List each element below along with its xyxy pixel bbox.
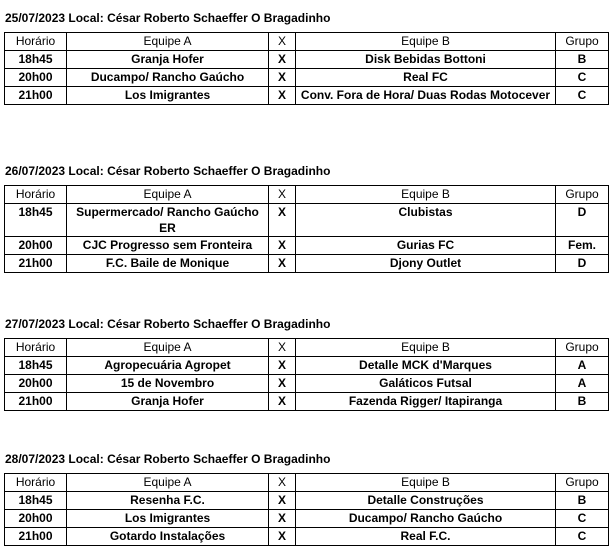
header-x: X <box>269 474 296 492</box>
cell-horario: 21h00 <box>5 87 67 105</box>
header-equipe-b: Equipe B <box>296 474 556 492</box>
header-equipe-b: Equipe B <box>296 339 556 357</box>
cell-x: X <box>269 492 296 510</box>
cell-equipe-a: Resenha F.C. <box>67 492 269 510</box>
cell-x: X <box>269 69 296 87</box>
header-equipe-a: Equipe A <box>67 339 269 357</box>
header-equipe-a: Equipe A <box>67 186 269 204</box>
section-title: 26/07/2023 Local: César Roberto Schaeffer O Bragadinho <box>5 164 331 178</box>
cell-equipe-a: Granja Hofer <box>67 51 269 69</box>
table-row <box>5 357 609 375</box>
cell-equipe-b: Gurias FC <box>296 237 556 255</box>
schedule-table <box>4 32 609 105</box>
cell-equipe-b: Fazenda Rigger/ Itapiranga <box>296 393 556 411</box>
cell-equipe-a: CJC Progresso sem Fronteira <box>67 237 269 255</box>
cell-grupo: D <box>556 255 609 273</box>
cell-x: X <box>269 51 296 69</box>
header-row <box>5 339 609 357</box>
header-equipe-b: Equipe B <box>296 186 556 204</box>
cell-horario: 18h45 <box>5 204 67 237</box>
cell-horario: 18h45 <box>5 51 67 69</box>
cell-equipe-b: Conv. Fora de Hora/ Duas Rodas Motocever <box>296 87 556 105</box>
cell-equipe-a: 15 de Novembro <box>67 375 269 393</box>
cell-equipe-b: Djony Outlet <box>296 255 556 273</box>
header-grupo: Grupo <box>556 474 609 492</box>
header-row <box>5 186 609 204</box>
header-grupo: Grupo <box>556 33 609 51</box>
schedule-table <box>4 473 609 546</box>
table-row <box>5 393 609 411</box>
cell-x: X <box>269 255 296 273</box>
cell-grupo: C <box>556 510 609 528</box>
cell-grupo: D <box>556 204 609 237</box>
header-grupo: Grupo <box>556 339 609 357</box>
cell-x: X <box>269 204 296 237</box>
cell-equipe-a: Agropecuária Agropet <box>67 357 269 375</box>
section-title: 28/07/2023 Local: César Roberto Schaeffer O Bragadinho <box>5 452 331 466</box>
cell-horario: 20h00 <box>5 375 67 393</box>
header-horario: Horário <box>5 339 67 357</box>
header-row <box>5 33 609 51</box>
cell-equipe-b: Real FC <box>296 69 556 87</box>
header-row <box>5 474 609 492</box>
cell-horario: 21h00 <box>5 255 67 273</box>
header-equipe-a: Equipe A <box>67 474 269 492</box>
table-row <box>5 492 609 510</box>
cell-x: X <box>269 375 296 393</box>
cell-equipe-a: Granja Hofer <box>67 393 269 411</box>
cell-equipe-b: Real F.C. <box>296 528 556 546</box>
cell-grupo: C <box>556 87 609 105</box>
cell-equipe-a: Los Imigrantes <box>67 510 269 528</box>
cell-grupo: A <box>556 357 609 375</box>
cell-x: X <box>269 528 296 546</box>
schedule-table <box>4 185 609 273</box>
section-title: 25/07/2023 Local: César Roberto Schaeffer O Bragadinho <box>5 11 331 25</box>
table-row <box>5 255 609 273</box>
cell-equipe-b: Disk Bebidas Bottoni <box>296 51 556 69</box>
cell-equipe-a: Ducampo/ Rancho Gaúcho <box>67 69 269 87</box>
cell-equipe-b: Detalle MCK d'Marques <box>296 357 556 375</box>
table-row <box>5 204 609 237</box>
table-row <box>5 69 609 87</box>
cell-x: X <box>269 237 296 255</box>
cell-grupo: C <box>556 528 609 546</box>
header-horario: Horário <box>5 474 67 492</box>
cell-grupo: B <box>556 393 609 411</box>
cell-x: X <box>269 510 296 528</box>
cell-grupo: Fem. <box>556 237 609 255</box>
header-horario: Horário <box>5 33 67 51</box>
table-row <box>5 51 609 69</box>
header-x: X <box>269 33 296 51</box>
header-equipe-a: Equipe A <box>67 33 269 51</box>
header-x: X <box>269 339 296 357</box>
cell-equipe-b: Clubistas <box>296 204 556 237</box>
table-row <box>5 528 609 546</box>
cell-equipe-b: Galáticos Futsal <box>296 375 556 393</box>
section-title: 27/07/2023 Local: César Roberto Schaeffer O Bragadinho <box>5 317 331 331</box>
cell-horario: 20h00 <box>5 69 67 87</box>
cell-grupo: C <box>556 69 609 87</box>
cell-horario: 18h45 <box>5 357 67 375</box>
cell-equipe-a: Gotardo Instalações <box>67 528 269 546</box>
cell-grupo: B <box>556 492 609 510</box>
cell-horario: 18h45 <box>5 492 67 510</box>
header-x: X <box>269 186 296 204</box>
table-row <box>5 237 609 255</box>
cell-x: X <box>269 393 296 411</box>
cell-horario: 21h00 <box>5 528 67 546</box>
cell-horario: 21h00 <box>5 393 67 411</box>
cell-x: X <box>269 357 296 375</box>
cell-equipe-b: Detalle Construções <box>296 492 556 510</box>
cell-grupo: A <box>556 375 609 393</box>
table-row <box>5 510 609 528</box>
header-equipe-b: Equipe B <box>296 33 556 51</box>
cell-horario: 20h00 <box>5 237 67 255</box>
cell-equipe-a: F.C. Baile de Monique <box>67 255 269 273</box>
table-row <box>5 375 609 393</box>
cell-horario: 20h00 <box>5 510 67 528</box>
cell-equipe-b: Ducampo/ Rancho Gaúcho <box>296 510 556 528</box>
cell-grupo: B <box>556 51 609 69</box>
cell-equipe-a: Supermercado/ Rancho Gaúcho ER <box>67 204 269 237</box>
cell-x: X <box>269 87 296 105</box>
header-grupo: Grupo <box>556 186 609 204</box>
table-row <box>5 87 609 105</box>
cell-equipe-a: Los Imigrantes <box>67 87 269 105</box>
schedule-table <box>4 338 609 411</box>
header-horario: Horário <box>5 186 67 204</box>
